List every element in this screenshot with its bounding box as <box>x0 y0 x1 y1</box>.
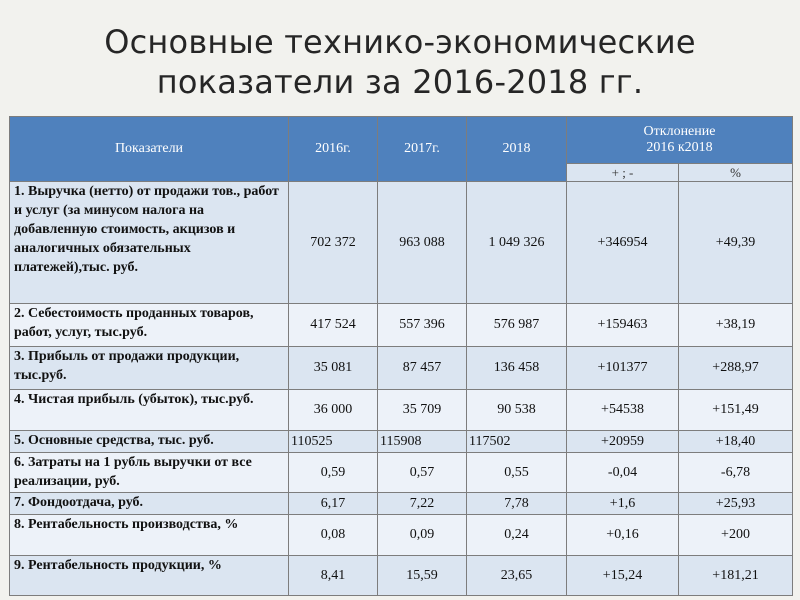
cell-pct: +151,49 <box>679 390 793 431</box>
cell-pct: +25,93 <box>679 493 793 515</box>
cell-abs: +15,24 <box>567 556 679 596</box>
cell-pct: +200 <box>679 515 793 556</box>
header-deviation-title: Отклонение <box>643 124 716 139</box>
row-label: 7. Фондоотдача, руб. <box>10 493 289 515</box>
cell-2016: 36 000 <box>289 390 378 431</box>
indicators-table <box>9 116 793 596</box>
cell-2017: 557 396 <box>378 304 467 347</box>
cell-2018: 7,78 <box>467 493 567 515</box>
cell-2016: 8,41 <box>289 556 378 596</box>
header-deviation-period: 2016 к2018 <box>646 140 713 155</box>
cell-2018: 0,55 <box>467 453 567 493</box>
row-label: 3. Прибыль от продажи продукции, тыс.руб. <box>10 347 289 390</box>
cell-pct: +18,40 <box>679 431 793 453</box>
header-deviation-abs: + ; - <box>567 164 679 182</box>
cell-2018: 90 538 <box>467 390 567 431</box>
row-label: 8. Рентабельность производства, % <box>10 515 289 556</box>
cell-2018: 576 987 <box>467 304 567 347</box>
row-label: 4. Чистая прибыль (убыток), тыс.руб. <box>10 390 289 431</box>
cell-pct: +288,97 <box>679 347 793 390</box>
table-row <box>10 556 793 596</box>
cell-abs: +20959 <box>567 431 679 453</box>
cell-2018: 136 458 <box>467 347 567 390</box>
cell-2017: 7,22 <box>378 493 467 515</box>
row-label: 5. Основные средства, тыс. руб. <box>10 431 289 453</box>
header-deviation <box>567 117 793 164</box>
table-row <box>10 493 793 515</box>
slide-title-line-1: Основные технико-экономические <box>104 23 696 61</box>
table-row <box>10 347 793 390</box>
cell-2017: 35 709 <box>378 390 467 431</box>
cell-pct: -6,78 <box>679 453 793 493</box>
table-row <box>10 453 793 493</box>
cell-2017: 87 457 <box>378 347 467 390</box>
cell-2016: 0,59 <box>289 453 378 493</box>
table-row <box>10 304 793 347</box>
cell-abs: +159463 <box>567 304 679 347</box>
cell-2018: 0,24 <box>467 515 567 556</box>
cell-2016: 702 372 <box>289 182 378 304</box>
header-2016: 2016г. <box>289 117 378 182</box>
cell-2017: 963 088 <box>378 182 467 304</box>
cell-abs: +1,6 <box>567 493 679 515</box>
cell-2016: 35 081 <box>289 347 378 390</box>
row-label: 2. Себестоимость проданных товаров, работ, услуг, тыс.руб. <box>10 304 289 347</box>
header-deviation-pct: % <box>679 164 793 182</box>
cell-2018: 117502 <box>467 431 567 453</box>
cell-2016: 0,08 <box>289 515 378 556</box>
cell-2016: 6,17 <box>289 493 378 515</box>
cell-pct: +181,21 <box>679 556 793 596</box>
cell-abs: +346954 <box>567 182 679 304</box>
cell-pct: +38,19 <box>679 304 793 347</box>
cell-abs: -0,04 <box>567 453 679 493</box>
header-2017: 2017г. <box>378 117 467 182</box>
cell-2016: 417 524 <box>289 304 378 347</box>
table-row <box>10 431 793 453</box>
cell-pct: +49,39 <box>679 182 793 304</box>
table-row <box>10 182 793 304</box>
table-row <box>10 515 793 556</box>
cell-2016: 110525 <box>289 431 378 453</box>
cell-abs: +54538 <box>567 390 679 431</box>
cell-2018: 1 049 326 <box>467 182 567 304</box>
cell-abs: +0,16 <box>567 515 679 556</box>
row-label: 1. Выручка (нетто) от продажи тов., работ и услуг (за минусом налога на добавленную стоимость, акцизов и аналогичных обязательных платежей),тыс. руб. <box>10 182 289 304</box>
header-2018: 2018 <box>467 117 567 182</box>
cell-2017: 115908 <box>378 431 467 453</box>
slide-title-line-2: показатели за 2016-2018 гг. <box>156 63 644 101</box>
cell-2018: 23,65 <box>467 556 567 596</box>
row-label: 6. Затраты на 1 рубль выручки от все реализации, руб. <box>10 453 289 493</box>
table-row <box>10 390 793 431</box>
cell-2017: 0,57 <box>378 453 467 493</box>
header-indicator: Показатели <box>10 117 289 182</box>
cell-2017: 15,59 <box>378 556 467 596</box>
cell-2017: 0,09 <box>378 515 467 556</box>
cell-abs: +101377 <box>567 347 679 390</box>
slide-title <box>0 22 800 102</box>
row-label: 9. Рентабельность продукции, % <box>10 556 289 596</box>
